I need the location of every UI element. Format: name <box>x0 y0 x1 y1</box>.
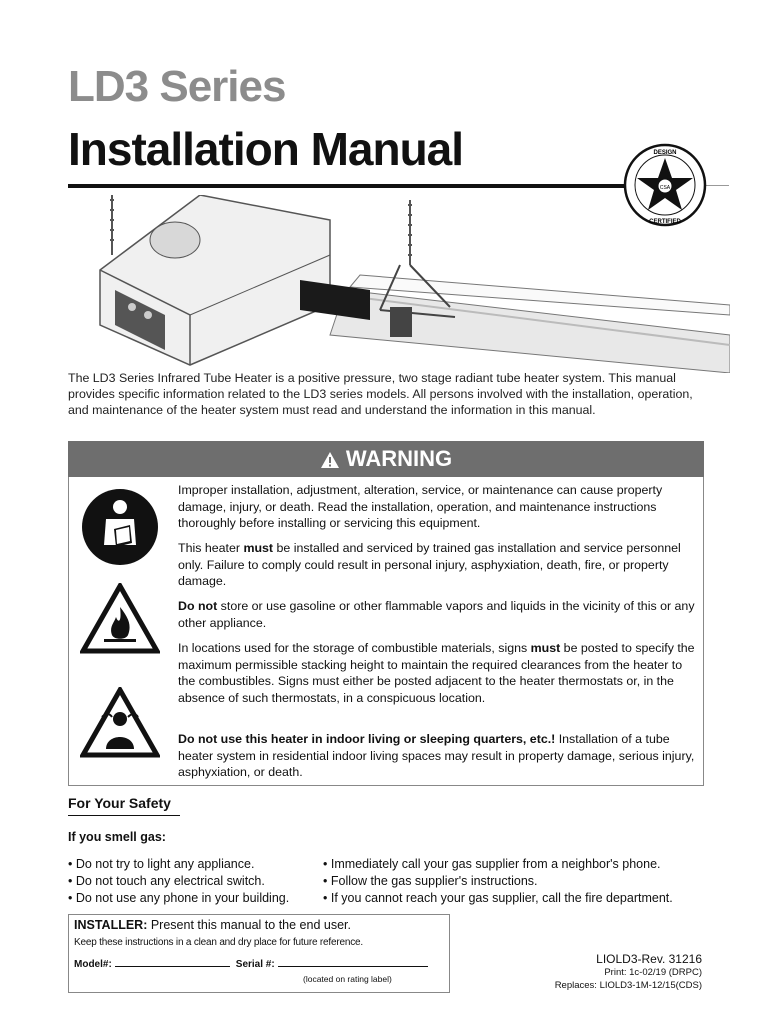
warning-paragraph-2: This heater must be installed and serviced by trained gas installation and service personnel only. Failure to comply could result in personal injury, asphyxiation, death, fire, or property damage. <box>178 541 681 588</box>
rating-label-note: (located on rating label) <box>303 974 392 984</box>
warning-paragraph-4: In locations used for the storage of combustible materials, signs must be posted to specify the maximum permissible stacking height to maintain the required clearances from the heater to the combustibles. Signs must either be posted adjacent to the heater thermostats or, in the absence of such thermostats, in a conspicuous location. <box>178 641 695 705</box>
seal-top-text: DESIGN <box>653 150 677 156</box>
keep-instructions-note: Keep these instructions in a clean and dry place for future reference. <box>74 937 363 948</box>
list-item: • Immediately call your gas supplier from a neighbor's phone. <box>323 856 673 873</box>
model-serial-fields <box>74 959 428 970</box>
warning-triangle-icon <box>320 451 340 469</box>
list-item: • Follow the gas supplier's instructions. <box>323 873 673 890</box>
smell-gas-heading: If you smell gas: <box>68 830 166 844</box>
list-item: • Do not try to light any appliance. <box>68 856 289 873</box>
warning-heading: WARNING <box>345 446 453 471</box>
safety-list-left <box>68 856 289 907</box>
warning-paragraph-5: Do not use this heater in indoor living or sleeping quarters, etc.! Installation of a tube heater system in residential indoor living spaces may result in property damage, serious injury, asphyxiation, or death. <box>178 732 695 779</box>
seal-center-text: CSA <box>659 185 671 191</box>
installer-note: INSTALLER: Present this manual to the end user. <box>74 918 351 932</box>
model-field[interactable] <box>115 966 230 967</box>
flammable-hazard-icon <box>80 583 160 655</box>
serial-label: Serial #: <box>235 959 275 970</box>
intro-paragraph: The LD3 Series Infrared Tube Heater is a positive pressure, two stage radiant tube heater system. This manual provides specific information related to the LD3 series models. All persons involved with the installation, operation, and maintenance of the heater system must read and understand the information in this manual. <box>68 371 693 417</box>
warning-header <box>68 441 704 477</box>
series-title: LD3 Series <box>68 62 286 111</box>
read-manual-icon <box>80 487 160 567</box>
document-revision: LIOLD3-Rev. 31216 <box>596 952 702 966</box>
heater-illustration <box>60 195 730 373</box>
list-item: • Do not touch any electrical switch. <box>68 873 289 890</box>
safety-rule <box>68 815 180 816</box>
replaces-info: Replaces: LIOLD3-1M-12/15(CDS) <box>554 980 702 991</box>
title-rule <box>68 184 628 188</box>
warning-paragraph-3: Do not store or use gasoline or other flammable vapors and liquids in the vicinity of this or any other appliance. <box>178 599 695 630</box>
safety-list-right <box>323 856 673 907</box>
warning-paragraph-1: Improper installation, adjustment, alteration, service, or maintenance can cause property damage, injury, or death. Read the installation, operation, and maintenance instructions thoroughly before installing or servicing this equipment. <box>178 483 663 530</box>
print-info: Print: 1c-02/19 (DRPC) <box>604 967 702 978</box>
manual-title: Installation Manual <box>68 123 464 175</box>
list-item: • Do not use any phone in your building. <box>68 890 289 907</box>
seal-bottom-text: CERTIFIED <box>649 219 681 225</box>
safety-title: For Your Safety <box>68 795 171 811</box>
asphyxiation-hazard-icon <box>80 687 160 759</box>
list-item: • If you cannot reach your gas supplier, call the fire department. <box>323 890 673 907</box>
model-label: Model#: <box>74 959 112 970</box>
serial-field[interactable] <box>278 966 428 967</box>
